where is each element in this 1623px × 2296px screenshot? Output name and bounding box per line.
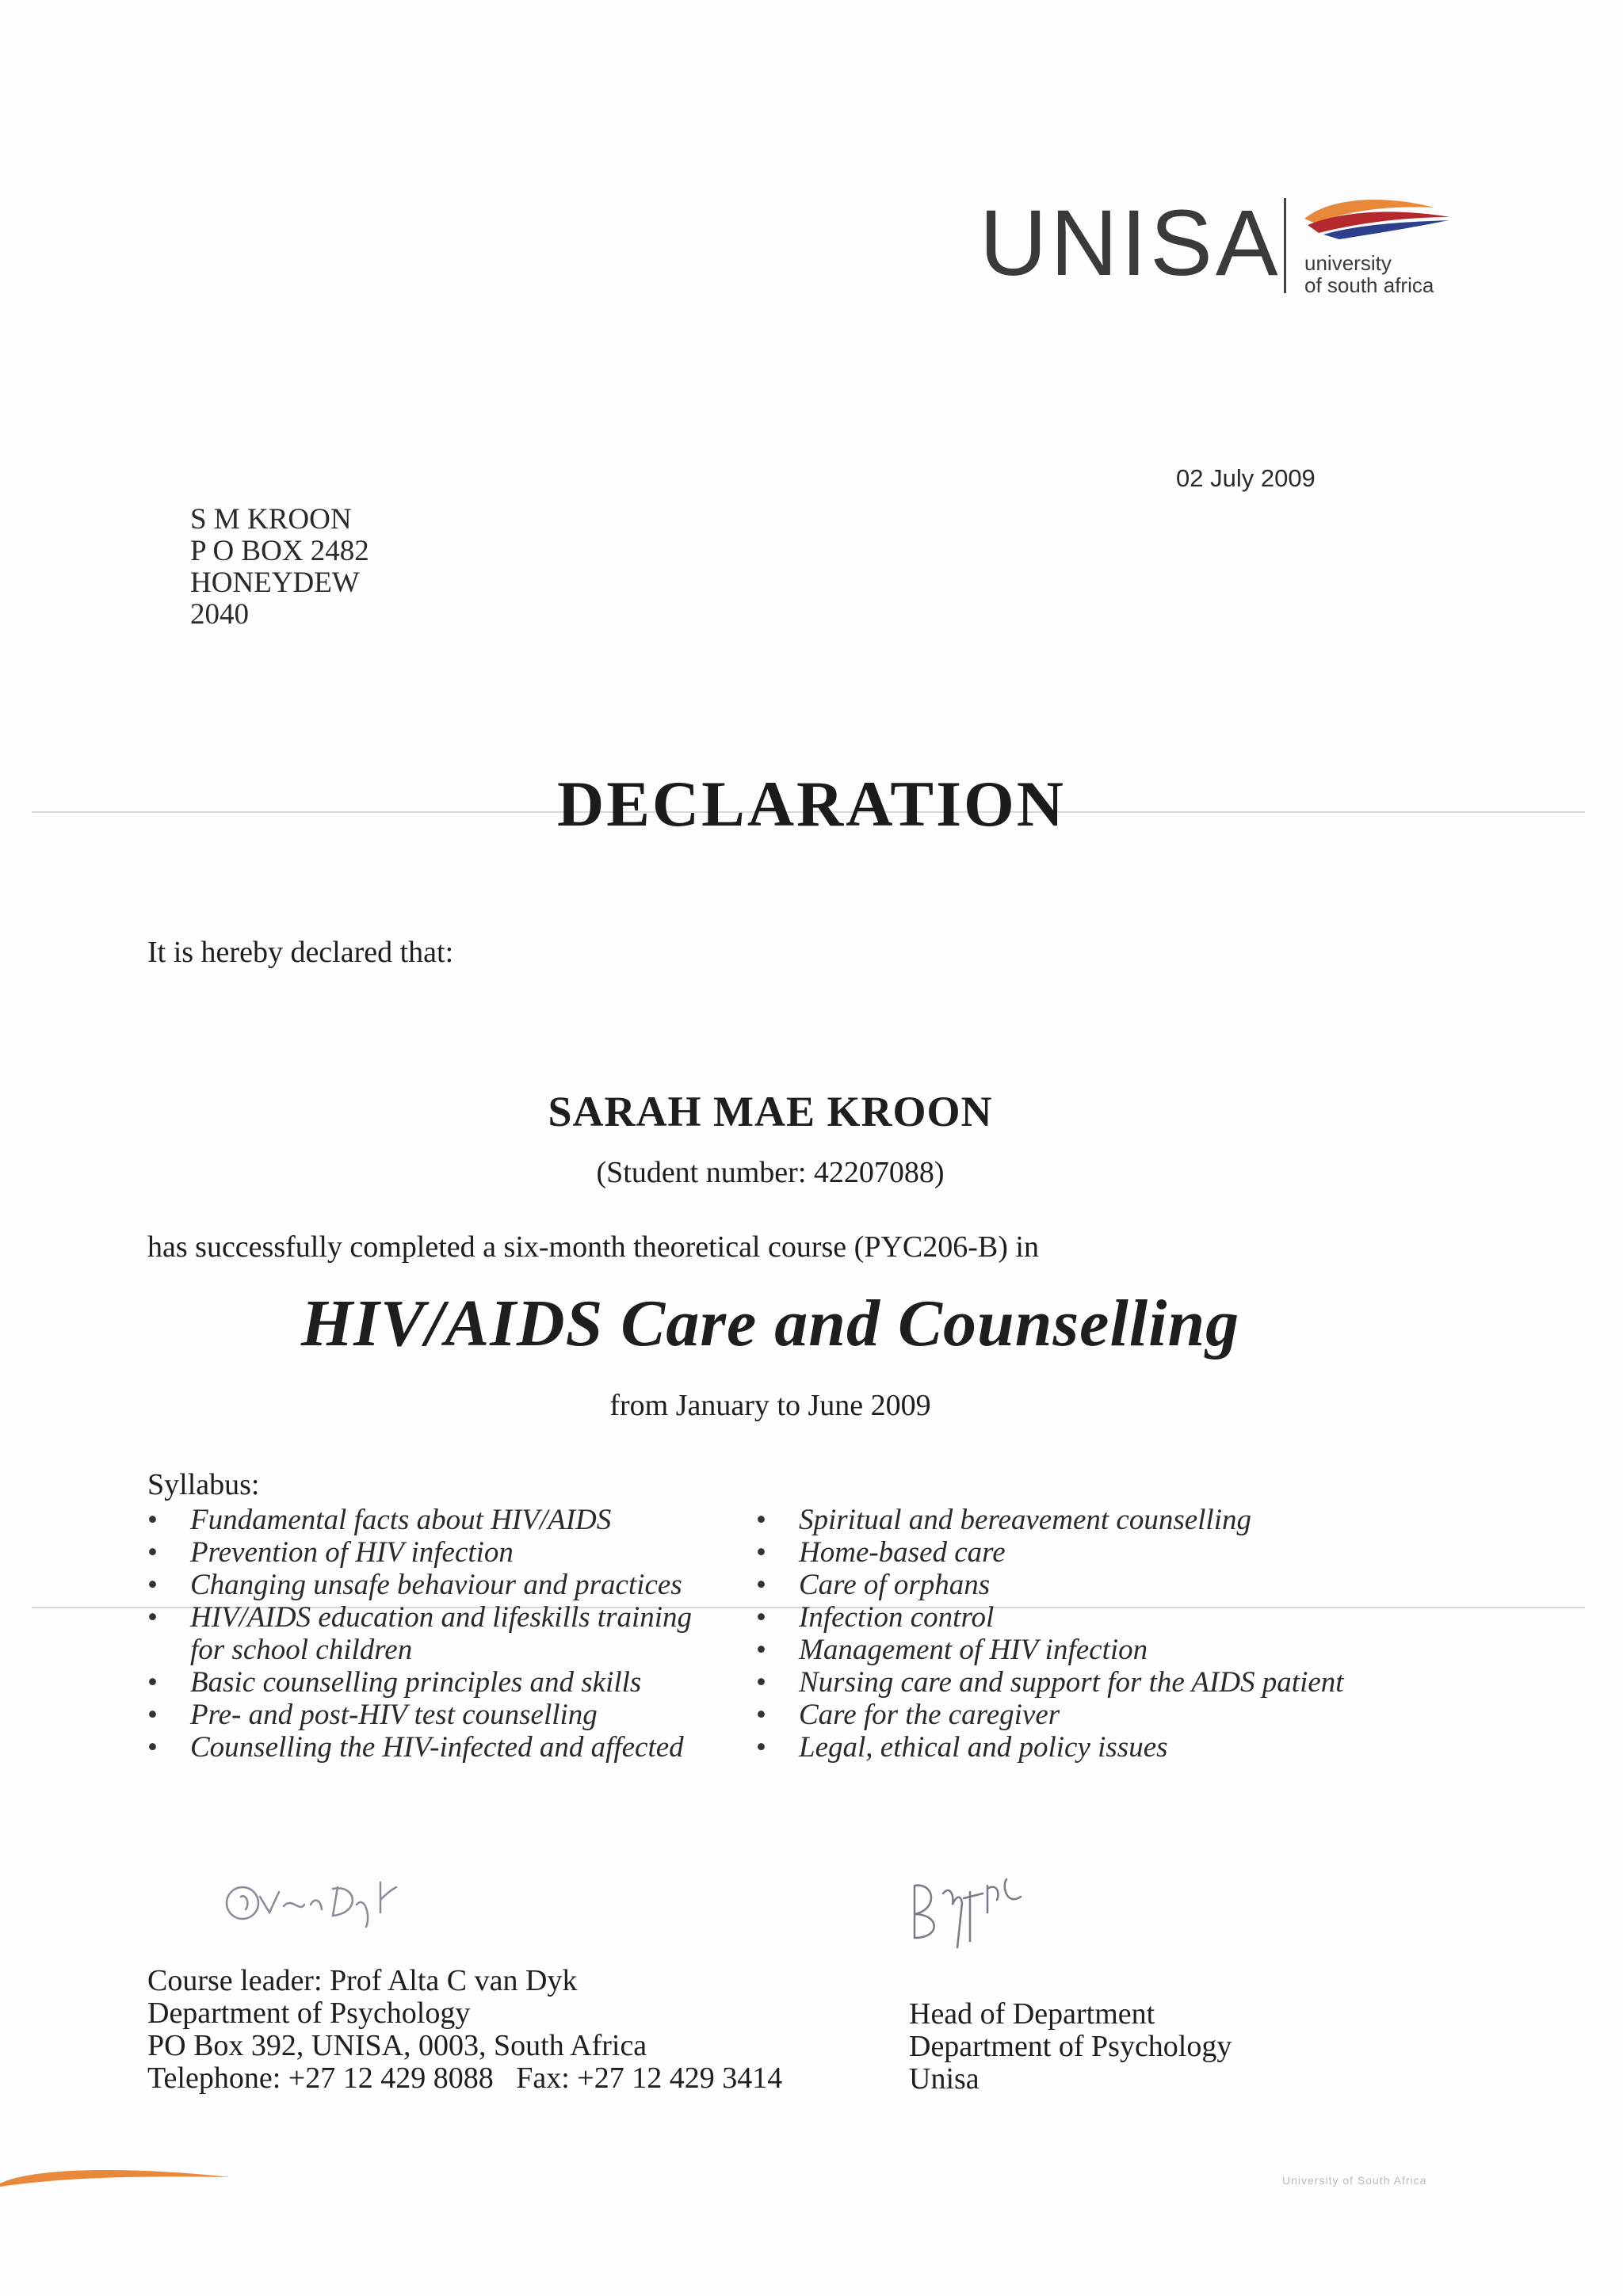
course-leader-address: PO Box 392, UNISA, 0003, South Africa [147, 2029, 647, 2062]
syllabus-list-right [756, 1504, 1358, 1764]
letter-date: 02 July 2009 [1176, 464, 1316, 492]
declaration-title: DECLARATION [557, 768, 1066, 840]
syllabus-item: • Changing unsafe behaviour and practices [147, 1569, 718, 1601]
course-title: HIV/AIDS Care and Counselling [300, 1287, 1240, 1360]
address-line: P O BOX 2482 [190, 535, 369, 567]
syllabus-item: • HIV/AIDS education and lifeskills training for school children [147, 1601, 718, 1666]
hod-institution: Unisa [909, 2062, 980, 2096]
recipient-address [190, 504, 369, 631]
head-of-department-signature [903, 1862, 1094, 1949]
address-line: HONEYDEW [190, 566, 360, 599]
head-of-department-block [909, 1998, 1232, 2096]
logo-subtitle-line1: university [1304, 251, 1392, 275]
syllabus-item: • Basic counselling principles and skills [147, 1666, 718, 1699]
syllabus-item: • Care of orphans [756, 1569, 1358, 1601]
syllabus-item: • Legal, ethical and policy issues [756, 1731, 1358, 1764]
address-line: 2040 [190, 598, 249, 631]
course-period: from January to June 2009 [609, 1389, 931, 1422]
syllabus-label: Syllabus: [147, 1468, 260, 1501]
logo-subtitle [1304, 252, 1434, 296]
student-name: SARAH MAE KROON [548, 1088, 993, 1135]
unisa-swoosh-logo-icon [1300, 189, 1458, 252]
syllabus-item: • Infection control [756, 1601, 1358, 1634]
hod-department: Department of Psychology [909, 2030, 1232, 2063]
hod-title: Head of Department [909, 1997, 1155, 2031]
address-line: S M KROON [190, 503, 352, 536]
course-leader-contact: Telephone: +27 12 429 8088 Fax: +27 12 429 3414 [147, 2061, 783, 2095]
completion-statement: has successfully completed a six-month theoretical course (PYC206-B) in [147, 1230, 1039, 1264]
syllabus-item: • Nursing care and support for the AIDS patient [756, 1666, 1358, 1699]
syllabus-item: • Care for the caregiver [756, 1699, 1358, 1731]
syllabus-item: • Management of HIV infection [756, 1634, 1358, 1666]
footer-university-name: University of South Africa [1282, 2174, 1427, 2187]
syllabus-item: • Spiritual and bereavement counselling [756, 1504, 1358, 1536]
syllabus-item: • Prevention of HIV infection [147, 1536, 718, 1569]
course-leader-name: Course leader: Prof Alta C van Dyk [147, 1964, 578, 1997]
student-number: (Student number: 42207088) [596, 1156, 945, 1189]
logo-divider [1284, 198, 1286, 293]
syllabus-item: • Fundamental facts about HIV/AIDS [147, 1504, 718, 1536]
syllabus-item: • Pre- and post-HIV test counselling [147, 1699, 718, 1731]
course-leader-signature [222, 1865, 460, 1928]
syllabus-item: • Counselling the HIV-infected and affected [147, 1731, 718, 1764]
logo-subtitle-line2: of south africa [1304, 273, 1434, 298]
course-leader-block [147, 1965, 782, 2095]
footer-swoosh-icon [0, 2163, 238, 2187]
syllabus-list-left [147, 1504, 718, 1764]
intro-text: It is hereby declared that: [147, 936, 454, 969]
syllabus-item: • Home-based care [756, 1536, 1358, 1569]
course-leader-department: Department of Psychology [147, 1997, 471, 2030]
unisa-wordmark: UNISA [980, 191, 1281, 296]
